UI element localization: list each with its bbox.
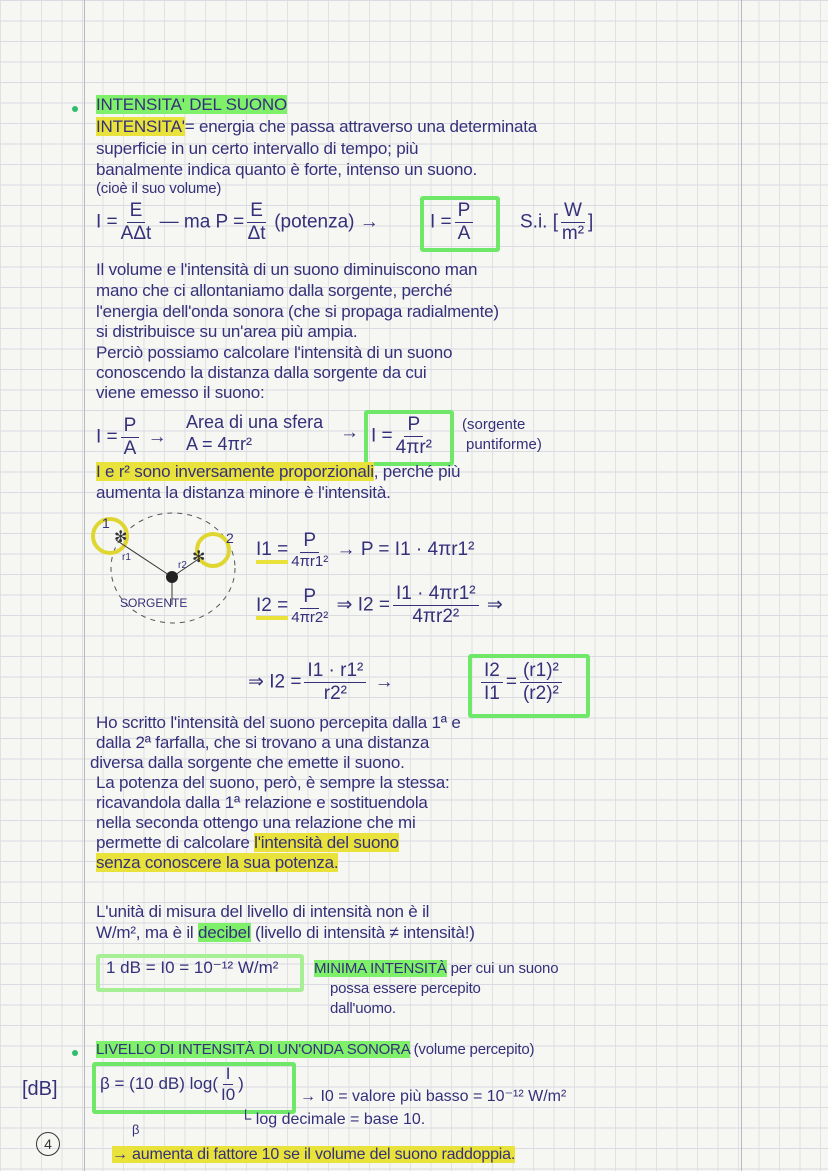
text-line: Perciò possiamo calcolare l'intensità di un suono [96,343,453,362]
margin-line-left [84,0,85,1171]
log-note: └ log decimale = base 10. [240,1111,426,1128]
text-line: W/m², ma è il decibel (livello di intensità ≠ intensità!) [96,923,475,942]
reference-intensity: → I0 = valore più basso = 10⁻¹² W/m² [300,1088,567,1105]
text-line: MINIMA INTENSITÀ per cui un suono [314,960,559,977]
bullet [72,1050,78,1056]
butterfly-icon: ✻ [114,529,128,546]
text-line: L'unità di misura del livello di intensità non è il [96,902,430,921]
boxed-formula-text: I = $\frac{P}{A}$ [430,200,476,245]
text-line: viene emesso il suono: [96,383,265,402]
label: 1 [102,515,110,531]
page-number: 4 [36,1132,60,1156]
label: r1 [122,552,131,563]
source-diagram [88,510,238,630]
label: SORGENTE [120,596,188,610]
definition-line: INTENSITA'= energia che passa attraverso una determinata [96,117,538,136]
area-formula: A = 4πr² [186,434,252,454]
beta-label: β [132,1122,140,1137]
level-formula: β = (10 dB) log( $\frac{I}{I0}$ ) [100,1064,244,1104]
text-line: nella seconda ottengo una relazione che mi [96,813,416,832]
text-line: senza conoscere la sua potenza. [96,853,339,872]
section-title: LIVELLO DI INTENSITÀ DI UN'ONDA SONORA (volume percepito) [96,1041,535,1058]
butterfly-icon: ✻ [192,549,206,566]
decibel-formula: 1 dB = I0 = 10⁻¹² W/m² [106,958,279,977]
text-line: aumenta la distanza minore è l'intensità. [96,483,391,502]
equation-i1: I1 = $\frac{P}{\text{4πr1²}}$ → P = I1 · 4πr1² [256,530,475,570]
text-line: dalla 2ª farfalla, che si trovano a una distanza [96,733,430,752]
label: 2 [226,530,234,546]
text-line: Ho scritto l'intensità del suono percepita dalla 1ª e [96,713,461,732]
note: puntiforme) [466,436,542,453]
text-line: si distribuisce su un'area più ampia. [96,322,358,341]
text-line: Il volume e l'intensità di un suono diminuiscono man [96,260,478,279]
formula-intensity: I = $\frac{E}{\text{AΔt}}$ — ma P = $\frac{E}{\Delta t}$ (potenza) → [96,200,379,244]
text-line: superficie in un certo intervallo di tempo; più [96,139,419,158]
text-line: possa essere percepito [330,980,481,997]
section-title: INTENSITA' DEL SUONO [96,95,287,114]
arrow: → [340,422,359,443]
text-line: (cioè il suo volume) [96,180,222,197]
inverse-line: I e r² sono inversamente proporzionali, perché più [96,462,461,481]
equation-i2-simplified: ⇒ I2 = $\frac{\text{I1 · r1²}}{\text{r2²}}$ → [248,660,394,704]
text-line: diversa dalla sorgente che emette il suono. [90,753,405,772]
margin-line-right [741,0,742,1171]
boxed-ratio: $\frac{I2}{I1}$ = $\frac{\text{(r1)²}}{\text{(r2)²}}$ [478,660,565,705]
note: (sorgente [462,416,526,433]
equation-i2: I2 = $\frac{P}{\text{4πr2²}}$ ⇒ I2 = $\frac{\text{I1 · 4πr1²}}{\text{4πr2²}}$ ⇒ [256,583,503,627]
text-line: La potenza del suono, però, è sempre la stessa: [96,773,450,792]
bullet [72,106,78,112]
formula-sphere: I = $\frac{P}{A}$ → [96,415,167,459]
text-line: mano che ci allontaniamo dalla sorgente, perché [96,281,453,300]
text-line: conoscendo la distanza dalla sorgente da cui [96,363,427,382]
text-line: permette di calcolare l'intensità del suono [96,833,399,852]
text-line: ricavandola dalla 1ª relazione e sostituendola [96,793,428,812]
source-dot [166,571,178,583]
area-label: Area di una sfera [186,412,324,432]
label: r2 [178,560,187,571]
text-line: dall'uomo. [330,1000,396,1017]
boxed-formula-text: I = $\frac{P}{\text{4πr²}}$ [371,414,432,458]
si-unit: S.i. [ $\frac{W}{\text{m²}}$ ] [520,200,594,244]
text-line: → aumenta di fattore 10 se il volume del suono raddoppia. [112,1146,516,1163]
unit-label: [dB] [22,1078,58,1100]
text-line: banalmente indica quanto è forte, intenso un suono. [96,160,478,179]
text-line: l'energia dell'onda sonora (che si propaga radialmente) [96,302,499,321]
